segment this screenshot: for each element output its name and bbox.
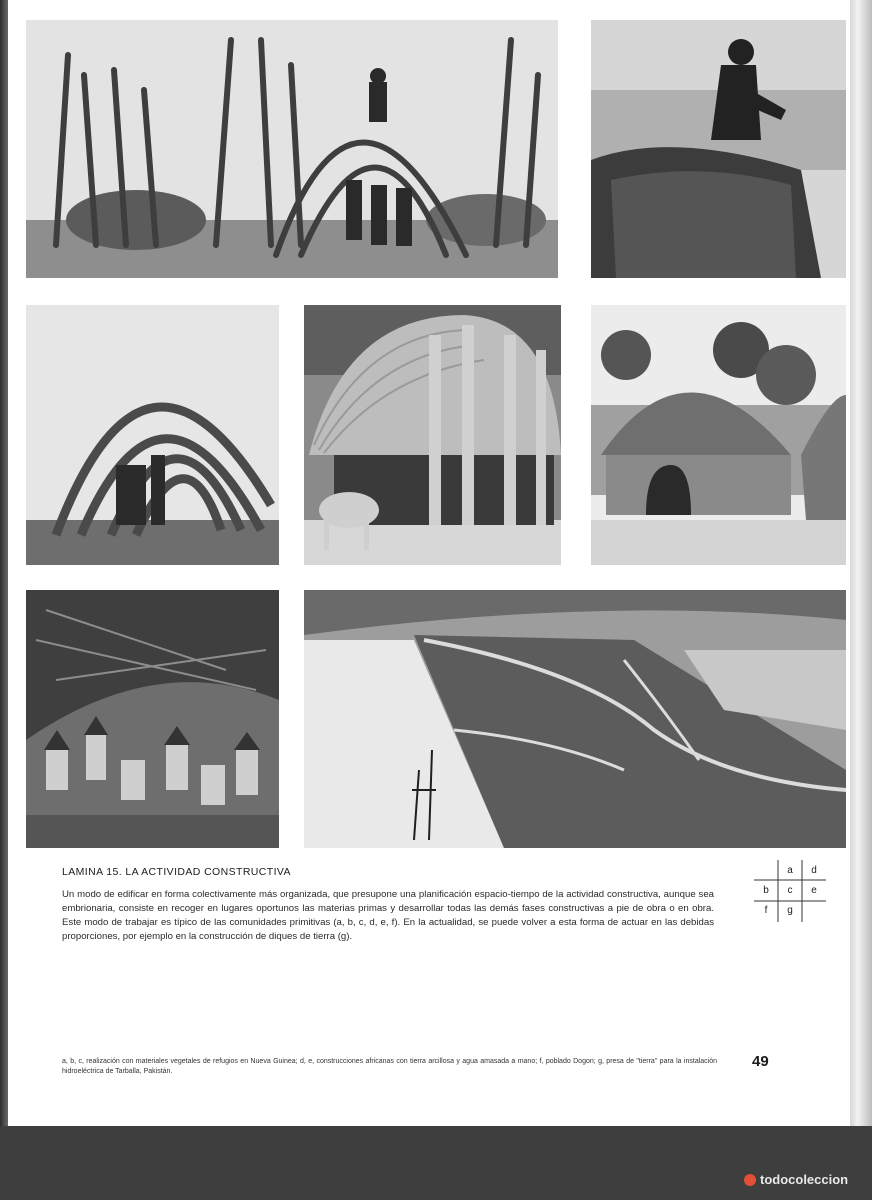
photo-e-clay-hut	[591, 305, 846, 565]
page-number: 49	[752, 1053, 769, 1070]
page-edge-right	[850, 0, 872, 1128]
plate-description: Un modo de edificar en forma colectivamente más organizada, que presupone una planificación espacio-tiempo de la actividad constructiva, aunque sea embrionaria, consiste en recoger en lugares oportunos las materias primas y desarrollar todas las demás fases constructivas a pie de obra o en obra. Este modo de trabajar es típico de las comunidades primitivas (a, b, c, d, e, f). En la actualidad, se puede volver a esta forma de actuar en las debidas proporciones, por ejemplo en la construcción de diques de tierra (g).	[62, 889, 714, 942]
photo-key-diagram	[754, 860, 826, 922]
key-cell-empty	[802, 900, 826, 920]
plate-title: LAMINA 15. LA ACTIVIDAD CONSTRUCTIVA	[62, 866, 291, 878]
photo-d-clay-builder	[591, 20, 846, 278]
key-b: b	[763, 884, 769, 896]
key-d: d	[811, 864, 817, 876]
photo-b-arch-frames	[26, 305, 279, 565]
key-cell-empty	[754, 860, 778, 880]
photo-credits-footnote: a, b, c, realización con materiales vegetales de refugios en Nueva Guinea; d, e, construcciones africanas con tierra arcillosa y agua amasada a mano; f, poblado Dogon; g, presa de "tierra" para la instalación hidroeléctrica de Tarballa, Pakistán.	[62, 1058, 717, 1075]
key-c: c	[787, 884, 793, 896]
photo-g-earth-dam	[304, 590, 846, 848]
watermark-text: todocoleccion	[760, 1172, 849, 1187]
photo-c-thatched-hut	[304, 305, 561, 565]
key-e: e	[811, 884, 817, 896]
key-g: g	[787, 904, 793, 916]
key-a: a	[787, 864, 793, 876]
key-f: f	[764, 904, 768, 916]
watermark-logo-icon	[744, 1174, 756, 1186]
scan-background	[0, 1126, 872, 1200]
photo-f-dogon-village	[26, 590, 279, 848]
watermark	[744, 1172, 848, 1187]
photo-a-pole-arches	[26, 20, 558, 278]
